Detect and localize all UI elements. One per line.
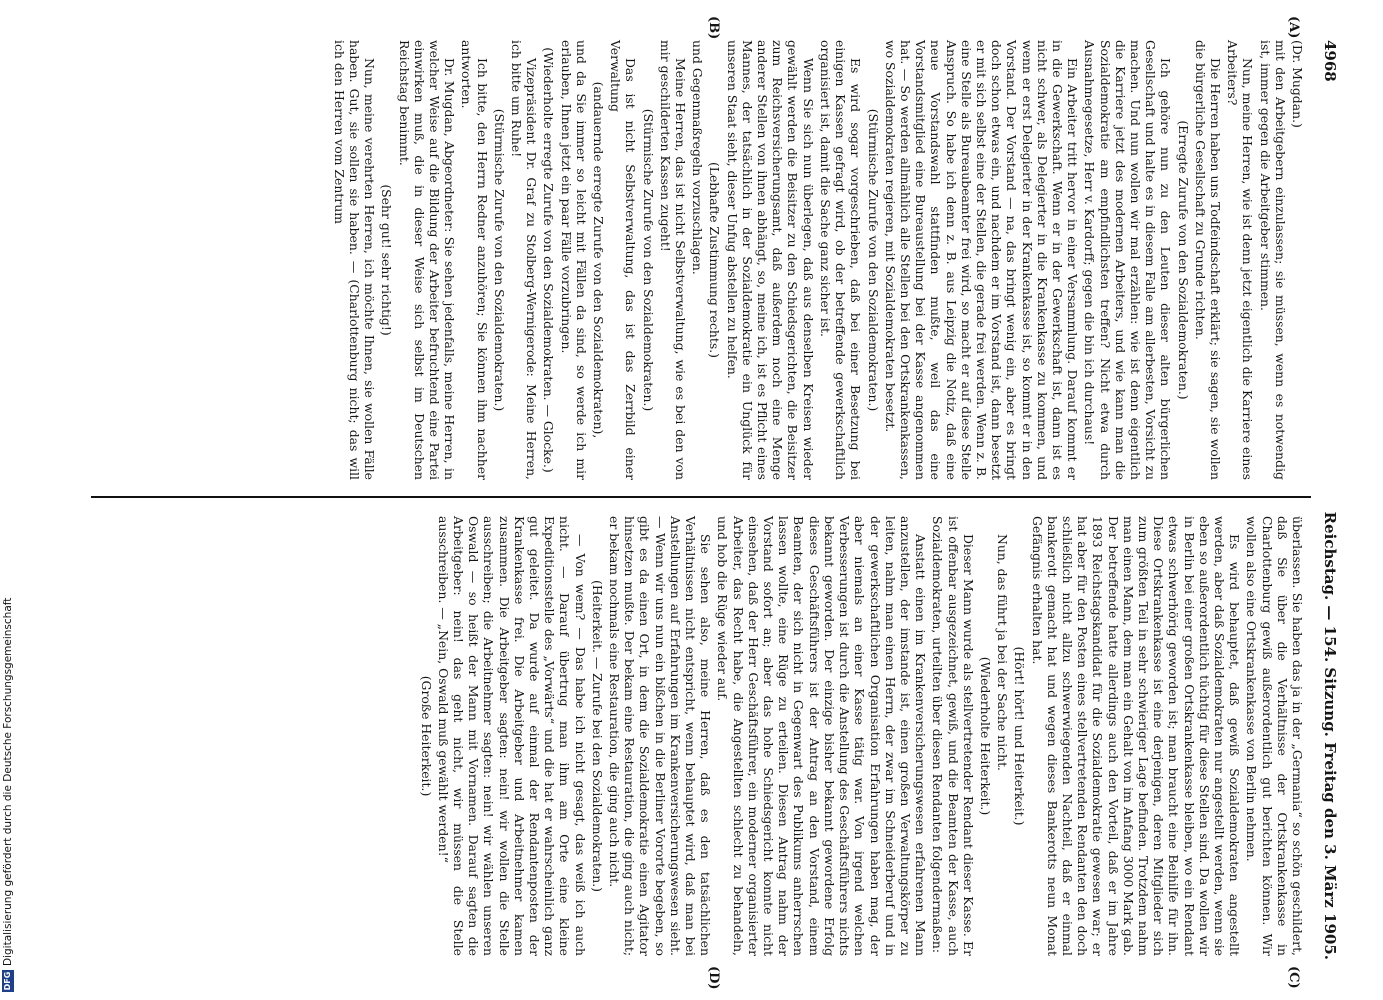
paragraph: Vizepräsident Dr. Graf zu Stolberg-Wernigerode: Meine Herren, ich bitte um Ruhe! <box>509 40 540 480</box>
paragraph: (Wiederholte erregte Zurufe von den Sozialdemokraten. — Glocke.) <box>541 47 557 473</box>
paragraph: (andauernde erregte Zurufe von den Sozialdemokraten), <box>591 81 607 439</box>
paragraph: Ich bitte, den Herrn Redner anzuhören; Sie können ihm nachher antworten. <box>459 40 490 480</box>
footer-credit-text: Digitalisierung gefördert durch die Deutsche Forschungsgemeinschaft <box>2 597 14 966</box>
paragraph: — Von wem? — Das habe ich nicht gesagt, das weiß ich auch nicht. — Darauf übertrug man ihm am Orte eine kleine Expeditionsstelle des „Vorwärts“ und die hat er wahrscheinlich ganz gut geleitet. Da wurde auf einmal der Rendantenposten der Krankenkasse frei. Die Arbeitgeber und Arbeitnehmer kamen zusammen. Die Arbeitgeber sagten: nein! wir wollen die Stelle ausschreiben; die Arbeitnehmer sagten: nein! wir wählen unseren Oswald — so heißt der Mann mit Vornamen. Darauf sagten die Arbeitgeber: nein! das geht nicht, wir müssen die Stelle ausschreiben. — „Nein, Oswald muß gewählt werden!“ <box>435 516 588 956</box>
paragraph: (Wiederholte Heiterkeit.) <box>977 656 993 816</box>
margin-mark-b: (B) <box>706 16 721 40</box>
margin-mark-c: (C) <box>1286 966 1301 989</box>
footer-credit <box>2 598 14 992</box>
paragraph: und da Sie immer so leicht mit Fällen da sind, so werde ich mir erlauben, Ihnen jetzt ein paar Fälle vorzubringen. <box>558 40 589 480</box>
left-text-column <box>330 40 1305 480</box>
margin-mark-d: (D) <box>706 966 721 990</box>
paragraph: Nun, das führt ja bei der Sache nicht. <box>995 534 1011 771</box>
paragraph: überlassen. Sie haben das ja in der „Germania“ so schön geschildert, daß Sie über die Verhältnisse der Ortskrankenkasse in Charlottenburg gewiß außerordentlich gut berichten können. Wir wollen also eine Ortskrankenkasse von Berlin nehmen. <box>1244 516 1305 956</box>
paragraph: (Sehr gut! sehr richtig!) <box>379 184 395 336</box>
page-header <box>1311 40 1337 960</box>
paragraph: (Stürmische Zurufe von den Sozialdemokraten.) <box>865 108 881 412</box>
page-number: 4968 <box>1321 40 1339 82</box>
paragraph: Es wird sogar vorgeschrieben, daß bei einer Besetzung bei einigen Kassen gefragt wird, ob der betreffende gewerkschaftlich organisiert ist, damit die Sache ganz sicher ist. <box>817 40 864 480</box>
paragraph: Ein Arbeiter tritt hervor in einer Versammlung. Darauf kommt er in die Gewerkschaft. Wenn er in der Gewerkschaft ist, dann ist es nicht schwer, als Delegierter in die Krankenkasse zu kommen, und wenn er erst Delegierter in der Krankenkasse ist, so kommt er in den Vorstand. Der Vorstand — na, das bringt wenig ein, aber es bringt doch schon etwas ein, und nachdem er im Vorstand ist, dann besetzt er mit sich selbst eine der Stellen, die gerade frei werden. Wenn z. B. eine Stelle als Bureaubeamter frei wird, so macht er auf diese Stelle Anspruch. So habe ich denn z. B. aus Leipzig die Notiz, daß eine neue Vorstandswahl stattfinden mußte, weil das eine Vorstandsmitglied eine Bureaustellung bei der Kasse angenommen hat. — So werden allmählich alle Stellen bei den Ortskrankenkassen, wo Sozialdemokraten regieren, mit Sozialdemokraten besetzt. <box>882 40 1081 480</box>
paragraph: Dr. Mugdan, Abgeordneter: Sie sehen jedenfalls, meine Herren, in welcher Weise auf die Bildung der Arbeiter befruchtend eine Partei einwirken muß, die in dieser Weise sich selbst im Deutschen Reichstag benimmt. <box>396 40 458 480</box>
paragraph: Es wird behauptet, daß gewiß Sozialdemokraten angestellt werden, aber daß Sozialdemokraten nur angestellt werden, wenn sie eben so außerordentlich tüchtig für diese Stellen sind. Da wollen wir in Berlin bei einer großen Ortskrankenkasse bleiben, wo ein Rendant etwas schwerhörig geworden ist; man braucht eine Beihilfe für ihn. Diese Ortskrankenkasse ist eine derjenigen, deren Mitglieder sich zum größten Teil in sehr schwieriger Lage befinden. Trotzdem nahm man einen Mann, dem man ein Gehalt von im Anfang 3000 Mark gab. Der betreffende hatte allerdings auch den Vorteil, daß er im Jahre 1893 Reichstagskandidat für die Sozialdemokratie gewesen war; er hat aber für den Posten eines stellvertretenden Rendanten den doch schließlich nicht allzu schwerwiegenden Nachteil, daß er einmal bankerott gemacht hat und wegen dieses Bankerotts neun Monat Gefängnis erhalten hat. <box>1029 516 1243 956</box>
paragraph: und Gegenmaßregeln vorzuschlagen. <box>690 40 706 275</box>
page-running-title: Reichstag. — 154. Sitzung. Freitag den 3. März 1905. <box>1321 511 1339 960</box>
rotated-page <box>81 16 1341 990</box>
paragraph: (Stürmische Zurufe von den Sozialdemokraten.) <box>491 108 507 412</box>
paragraph: Meine Herren, das ist nicht Selbstverwaltung, wie es bei den von mir geschilderten Kassen zugeht! <box>657 40 689 480</box>
paragraph: Nun, meine verehrten Herren, ich möchte Ihnen, sie wollen Fälle haben. Gut, sie sollen sie haben. — (Charlottenburg nicht; das will ich den Herren vom Zentrum <box>331 40 378 480</box>
paragraph: (Große Heiterkeit.) <box>418 675 434 797</box>
paragraph: mit den Arbeitgebern einzulassen; sie müssen, wenn es notwendig ist, immer gegen die Arbeitgeber stimmen. <box>1257 40 1288 480</box>
paragraph: Wenn Sie sich nun überlegen, daß aus denselben Kreisen wieder gewählt werden die Beisitzer zu den Schiedsgerichten, die Beisitzer zum Reichsversicherungsamt, daß außerdem noch eine Menge anderer Stellen von ihnen abhängt, so, meine ich, ist es Pflicht eines Mannes, der tatsächlich in der Sozialdemokratie ein Unglück für unseren Staat sieht, dieser Unfug abstellen zu helfen. <box>724 40 816 480</box>
paragraph: Nun, meine Herren, wie ist denn jetzt eigentlich die Karriere eines Arbeiters? <box>1225 40 1256 480</box>
paragraph: (Heiterkeit. — Zurufe bei den Sozialdemokraten.) <box>589 579 605 892</box>
paragraph: Dieser Mann wurde als stellvertretender Rendant dieser Kasse. Er ist offenbar ausgezeichnet, gewiß, und die Beamten der Kasse, auch Sozialdemokraten, urteilten über diesen Rendanten folgendermaßen: <box>930 516 976 956</box>
margin-mark-a: (A) <box>1286 16 1301 39</box>
paragraph: Anstatt einen im Krankenversicherungswesen erfahrenen Mann anzustellen, der imstande ist, einen großen Verwaltungskörper zu leiten, nahm man einen Herrn, der zwar im Schneiderberuf und in der gewerkschaftlichen Organisation Erfahrungen haben mag, der aber niemals an einer Kasse tätig war. Von irgend welchen Verbesserungen ist durch die Anstellung des Geschäftsführers nichts bekannt geworden. Der einzige bisher bekannt gewordene Erfolg dieses Geschäftsführers ist der Antrag an den Vorstand, einem Beamten, der sich nicht in Gegenwart des Publikums anherrschen lassen wollte, eine Rüge zu erteilen. Diesen Antrag nahm der Vorstand sofort an; aber das hohe Schiedsgericht konnte nicht einsehen, daß der Herr Geschäftsführer, ein moderner organisierter Arbeiter, das Recht habe, die Angestellten schlecht zu behandeln, und hob die Rüge wieder auf. <box>715 516 929 956</box>
paragraph: (Hört! hört! und Heiterkeit.) <box>1012 646 1028 826</box>
dfg-logo-icon: DFG <box>3 971 12 991</box>
paragraph: Die Herren haben uns Todfeindschaft erklärt; sie sagen, sie wollen die bürgerliche Gesellschaft zu Grunde richten. <box>1192 40 1223 480</box>
paragraph: (Stürmische Zurufe von den Sozialdemokraten.) <box>640 108 656 412</box>
paragraph: Das ist nicht Selbstverwaltung, das ist das Zerrbild einer Verwaltung <box>608 40 639 480</box>
paragraph: Ich gehöre nun zu den Leuten dieser alten bürgerlichen Gesellschaft und halte es in diesem Falle am allerbesten, Vorsicht zu machen. Und nun wollen wir mal erzählen: wie ist denn eigentlich die Karriere jetzt des modernen Arbeiters, und wie kann man die Sozialdemokratie am empfindlichsten treffen? Nicht etwa durch Ausnahmegesetze, Herr v. Kardorff; gegen die bin ich durchaus! <box>1082 40 1174 480</box>
right-text-column <box>416 516 1305 956</box>
paragraph: Sie sehen also, meine Herren, daß es den tatsächlichen Verhältnissen nicht entspricht, wenn behauptet wird, daß man bei Anstellungen auf Erfahrungen im Krankenversicherungswesen sieht. — Wenn wir uns nun ein bißchen in die Berliner Vororte begeben, so gibt es da einen Ort, in dem die Sozialdemokratie einen Agitator hinsetzen mußte. Der bekam eine Restauration, die ging auch nicht; er bekam nochmals eine Restauration, die ging auch nicht. <box>607 516 714 956</box>
column-divider <box>91 496 1311 498</box>
paragraph: (Lebhafte Zustimmung rechts.) <box>707 161 723 359</box>
paragraph: (Dr. Mugdan.) <box>1290 40 1305 128</box>
paragraph: (Erregte Zurufe von den Sozialdemokraten.) <box>1175 120 1191 400</box>
